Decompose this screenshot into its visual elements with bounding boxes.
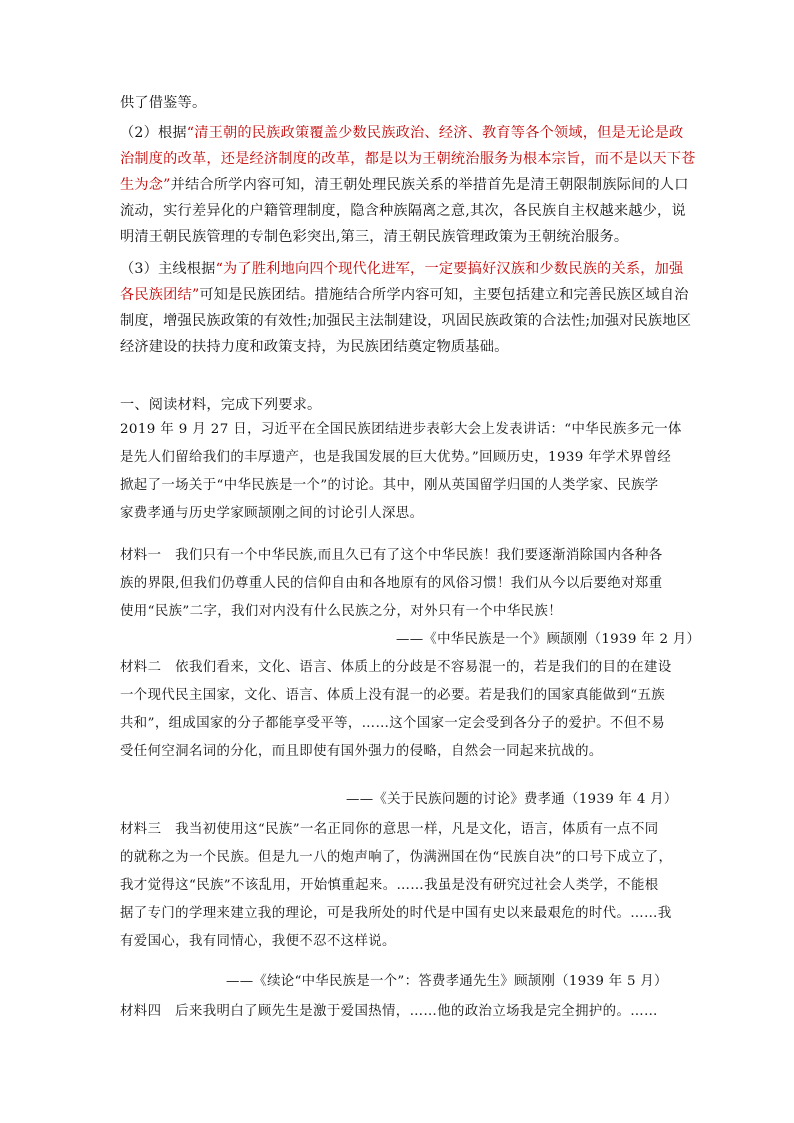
material-2 (120, 654, 676, 766)
question-intro (120, 416, 682, 528)
answer-2-number: （2）根据 (120, 125, 187, 141)
answer-2-line-1 (120, 120, 684, 146)
answer-3-line-3: 制度，增强民族政策的有效性;加强民主法制建设，巩固民族政策的合法性;加强对民族地区 (120, 313, 692, 329)
answer-2-quote-3: 生为念” (120, 177, 171, 193)
answer-3-quote-1: “为了胜利地向四个现代化进军，一定要搞好汉族和少数民族的关系，加强 (215, 261, 684, 277)
answer-3-line-2 (120, 282, 689, 308)
answer-2-line-3 (120, 172, 689, 198)
intro-line: 家费孝通与历史学家顾颉刚之间的讨论引人深思。 (120, 506, 424, 521)
answer-3-line-4: 经济建设的扶持力度和政策支持，为民族团结奠定物质基础。 (120, 339, 509, 355)
material-3-line: 材料三 我当初使用这“民族”一名正同你的意思一样，凡是文化，语言，体质有一点不同 (120, 822, 659, 837)
material-2-line: 受任何空洞名词的分化，而且即使有国外强力的侵略，自然会一同起来抗战的。 (120, 744, 603, 759)
question-heading (120, 392, 676, 418)
material-3-line: 的就称之为一个民族。但是九一八的炮声响了，伪满洲国在伪“民族自决”的口号下成立了， (120, 850, 673, 865)
material-1-line: 族的界限,但我们仍尊重人民的信仰自由和各地原有的风俗习惯！我们从今以后要绝对郑重 (120, 576, 663, 591)
answer-2-rest-3: 并结合所学内容可知，清王朝处理民族关系的举措首先是清王朝限制族际间的人口 (170, 177, 689, 193)
answer-2-line-5: 明清王朝民族管理的专制色彩突出,第三，清王朝民族管理政策为王朝统治服务。 (120, 229, 629, 245)
answer-3-number: （3）主线根据 (120, 261, 216, 277)
material-3-source: ——《续论“中华民族是一个”：答费孝通先生》顾颉刚（1939 年 5 月） (226, 974, 668, 989)
material-4 (120, 998, 676, 1026)
intro-line: 2019 年 9 月 27 日，习近平在全国民族团结进步表彰大会上发表讲话：“中华民族多元一体 (120, 422, 682, 437)
material-2-line: 材料二 依我们看来，文化、语言、体质上的分歧是不容易混一的，若是我们的目的在建设 (120, 660, 672, 675)
intro-line: 是先人们留给我们的丰厚遗产，也是我国发展的巨大优势。”回顾历史，1939 年学术界曾经 (120, 450, 672, 465)
answer-part-2 (120, 120, 696, 250)
material-2-source: ——《关于民族问题的讨论》费孝通（1939 年 4 月） (346, 792, 678, 807)
material-1 (120, 542, 676, 626)
answer-3-rest-2: 可知是民族团结。措施结合所学内容可知，主要包括建立和完善民族区域自治 (199, 287, 689, 303)
material-1-line: 使用“民族”二字，我们对内没有什么民族之分，对外只有一个中华民族！ (120, 604, 562, 619)
answer-cont-line: 供了借鉴等。 (120, 95, 207, 111)
material-1-source: ——《中华民族是一个》顾颉刚（1939 年 2 月） (396, 632, 701, 647)
material-3-line: 有爱国心，我有同情心，我便不忍不这样说。 (120, 934, 396, 949)
material-3 (120, 816, 676, 956)
question-heading-text: 一、阅读材料，完成下列要求。 (120, 397, 322, 413)
answer-3-quote-2: 各民族团结” (120, 287, 200, 303)
answer-3-line-1 (120, 256, 684, 282)
material-3-line: 我才觉得这“民族”不该乱用，开始慎重起来。……我虽是没有研究过社会人类学，不能根 (120, 878, 659, 893)
answer-2-line-4: 流动，实行差异化的户籍管理制度，隐含种族隔离之意,其次，各民族自主权越来越少，说 (120, 203, 686, 219)
answer-2-quote-1: “清王朝的民族政策覆盖少数民族政治、经济、教育等各个领域，但是无论是政 (186, 125, 684, 141)
intro-line: 掀起了一场关于“中华民族是一个”的讨论。其中，刚从英国留学归国的人类学家、民族学 (120, 478, 659, 493)
answer-part-3 (120, 256, 692, 360)
material-3-line: 据了专门的学理来建立我的理论，可是我所处的时代是中国有史以来最艰危的时代。……我 (120, 906, 672, 921)
material-2-line: 一个现代民主国家，文化、语言、体质上没有混一的必要。若是我们的国家真能做到“五族 (120, 688, 666, 703)
answer-continuation (120, 90, 676, 116)
material-4-line: 材料四 后来我明白了顾先生是激于爱国热情，……他的政治立场我是完全拥护的。…… (120, 1004, 658, 1019)
material-2-line: 共和”，组成国家的分子都能享受平等，……这个国家一定会受到各分子的爱护。不但不易 (120, 716, 666, 731)
material-1-line: 材料一 我们只有一个中华民族,而且久已有了这个中华民族！我们要逐渐消除国内各种各 (120, 548, 663, 563)
answer-2-quote-2: 治制度的改革，还是经济制度的改革，都是以为王朝统治服务为根本宗旨，而不是以天下苍 (120, 151, 696, 167)
